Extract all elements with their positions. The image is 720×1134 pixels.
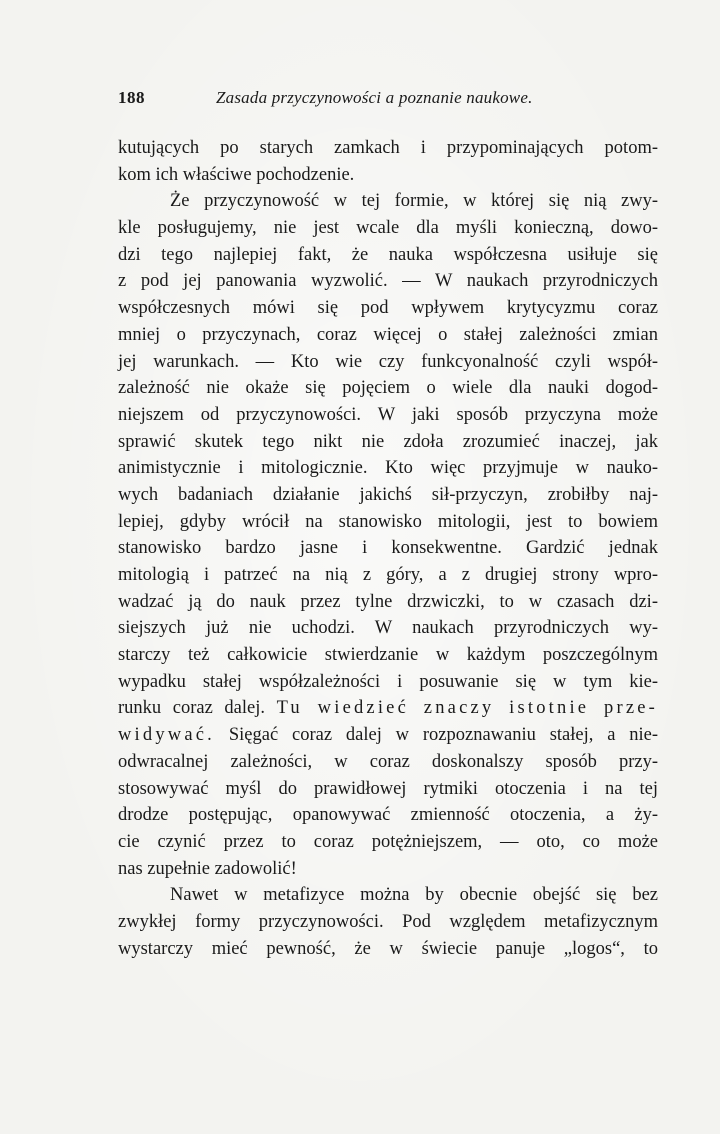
text-line: współczesnych mówi się pod wpływem krytycyzmu coraz: [118, 298, 658, 319]
text-line: mitologią i patrzeć na nią z góry, a z drugiej strony wpro-: [118, 565, 658, 585]
text-line: zwykłej formy przyczynowości. Pod względem metafizycznym: [118, 911, 658, 932]
text-line: wypadku stałej współzależności i posuwanie się w tym kie-: [118, 671, 658, 692]
spaced-emphasis: Tu wiedzieć znaczy istotnie prze-: [276, 698, 658, 719]
text-line: kutujących po starych zamkach i przypominających potom-: [118, 138, 658, 158]
text-line: Nawet w metafizyce można by obecnie obejść się bez: [170, 885, 658, 906]
spaced-emphasis: widywać.: [118, 725, 216, 746]
text-line: dzi tego najlepiej fakt, że nauka współczesna usiłuje się: [118, 244, 658, 265]
page-number: 188: [118, 88, 145, 107]
text-line: stosowywać myśl do prawidłowej rytmiki otoczenia i na tej: [118, 778, 658, 799]
text-line: cie czynić przez to coraz potężniejszem, — oto, co może: [118, 831, 658, 852]
text-line: z pod jej panowania wyzwolić. — W naukach przyrodniczych: [118, 271, 658, 292]
text-line: wystarczy mieć pewność, że w świecie panuje „logos“, to: [118, 938, 658, 959]
text-line: kom ich właściwe pochodzenie.: [118, 164, 355, 185]
text-line: kle posługujemy, nie jest wcale dla myśli konieczną, dowo-: [118, 218, 658, 239]
text-segment: runku coraz dalej.: [118, 698, 265, 719]
text-line: starczy też całkowicie stwierdzanie w każdym poszczególnym: [118, 645, 658, 666]
text-line: siejszych już nie uchodzi. W naukach przyrodniczych wy-: [118, 618, 658, 639]
text-line: nas zupełnie zadowolić!: [118, 858, 297, 879]
text-line: [118, 722, 658, 749]
text-line: drodze postępując, opanowywać zmienność otoczenia, a ży-: [118, 805, 658, 826]
text-line: wych badaniach działanie jakichś sił-przyczyn, zrobiłby naj-: [118, 484, 658, 505]
text-line: zależność nie okaże się pojęciem o wiele dla nauki dogod-: [118, 378, 658, 399]
text-segment: Sięgać coraz dalej w rozpoznawaniu stałej, a nie-: [228, 725, 658, 746]
text-line: animistycznie i mitologicznie. Kto więc przyjmuje w nauko-: [118, 458, 658, 479]
text-line: wadzać ją do nauk przez tylne drzwiczki, to w czasach dzi-: [118, 591, 658, 612]
text-line: lepiej, gdyby wrócił na stanowisko mitologii, jest to bowiem: [118, 511, 658, 532]
text-line: [118, 695, 658, 722]
running-head: [118, 88, 618, 112]
text-line: odwracalnej zależności, w coraz doskonalszy sposób przy-: [118, 751, 658, 772]
text-line: sprawić skutek tego nikt nie zdoła zrozumieć inaczej, jak: [118, 431, 658, 452]
text-line: stanowisko bardzo jasne i konsekwentne. Gardzić jednak: [118, 538, 658, 559]
text-line: niejszem od przyczynowości. W jaki sposób przyczyna może: [118, 404, 658, 425]
text-line: jej warunkach. — Kto wie czy funkcyonalność czyli współ-: [118, 351, 658, 372]
body-text: [118, 135, 658, 962]
text-line: mniej o przyczynach, coraz więcej o stałej zależności zmian: [118, 324, 658, 345]
text-line: Że przyczynowość w tej formie, w której się nią zwy-: [170, 191, 658, 212]
running-title: Zasada przyczynowości a poznanie naukowe.: [216, 88, 533, 107]
